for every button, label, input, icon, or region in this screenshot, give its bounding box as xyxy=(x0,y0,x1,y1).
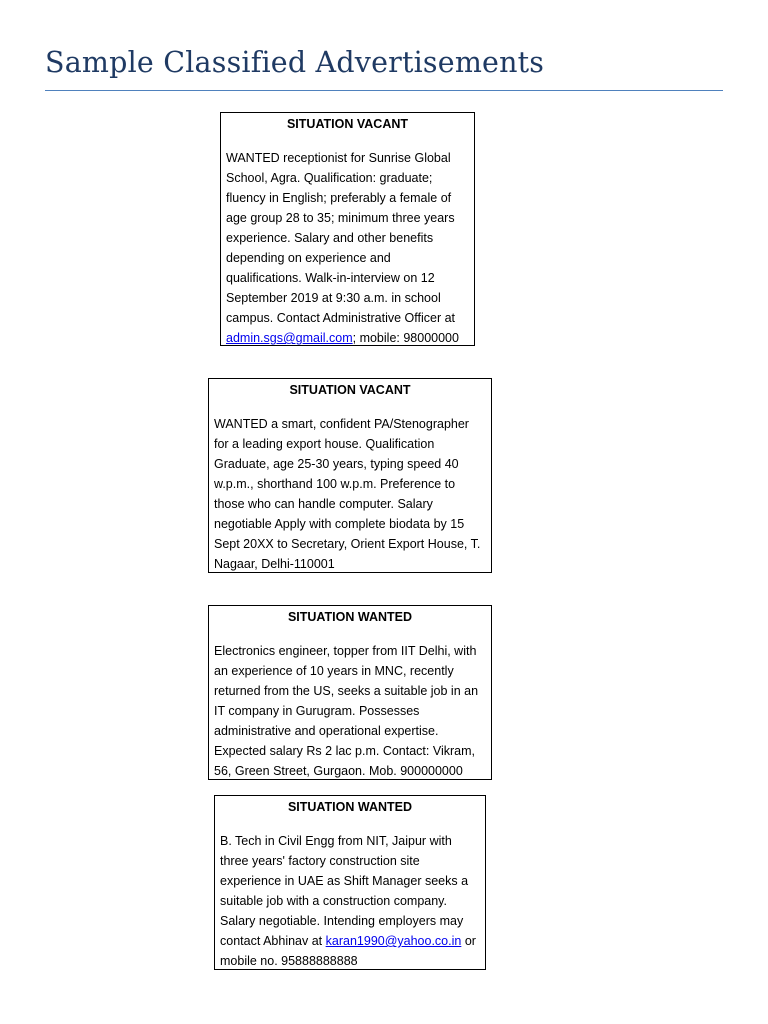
ad-body: Electronics engineer, topper from IIT Delhi, with an experience of 10 years in MNC, recently returned from the US, seeks a suitable job in an IT company in Gurugram. Possesses administrative and operational expertise. Expected salary Rs 2 lac p.m. Contact: Vikram, 56, Green Street, Gurgaon. Mob. 900000000 xyxy=(214,644,479,778)
email-link[interactable]: karan1990@yahoo.co.in xyxy=(325,934,462,948)
title-divider xyxy=(45,90,723,91)
ad-body-tail: ; mobile: 98000000 xyxy=(352,331,459,345)
ad-body: WANTED a smart, confident PA/Stenographer for a leading export house. Qualification Graduate, age 25-30 years, typing speed 40 w.p.m., shorthand 100 w.p.m. Preference to those who can handle computer. Salary negotiable Apply with complete biodata by 15 Sept 20XX to Secretary, Orient Export House, T. Nagaar, Delhi-110001 xyxy=(214,417,481,571)
classified-ad-electronics-engineer xyxy=(208,605,492,780)
ad-heading: SITUATION VACANT xyxy=(286,117,409,131)
classified-ad-civil-engineer xyxy=(214,795,486,970)
ad-body xyxy=(220,831,480,971)
email-link[interactable]: admin.sgs@gmail.com xyxy=(226,331,353,345)
classified-ad-stenographer xyxy=(208,378,492,573)
classified-ad-receptionist xyxy=(220,112,475,346)
ad-heading: SITUATION WANTED xyxy=(287,610,413,624)
ad-body xyxy=(226,148,469,348)
page-title: Sample Classified Advertisements xyxy=(45,46,545,79)
ad-body-text: WANTED receptionist for Sunrise Global School, Agra. Qualification: graduate; fluency in English; preferably a female of age group 28 to 35; minimum three years experience. Salary and other benefits depending on experience and qualifications. Walk-in-interview on 12 September 2019 at 9:30 a.m. in school campus. Contact Administrative Officer at xyxy=(226,151,456,325)
ad-body-text: B. Tech in Civil Engg from NIT, Jaipur with three years' factory construction site experience in UAE as Shift Manager seeks a suitable job with a construction company. Salary negotiable. Intending employers may contact Abhinav at xyxy=(220,834,469,948)
ad-body-tail: or mobile no. 95888888888 xyxy=(220,934,476,968)
ad-heading: SITUATION WANTED xyxy=(287,800,413,814)
ad-heading: SITUATION VACANT xyxy=(289,383,411,397)
